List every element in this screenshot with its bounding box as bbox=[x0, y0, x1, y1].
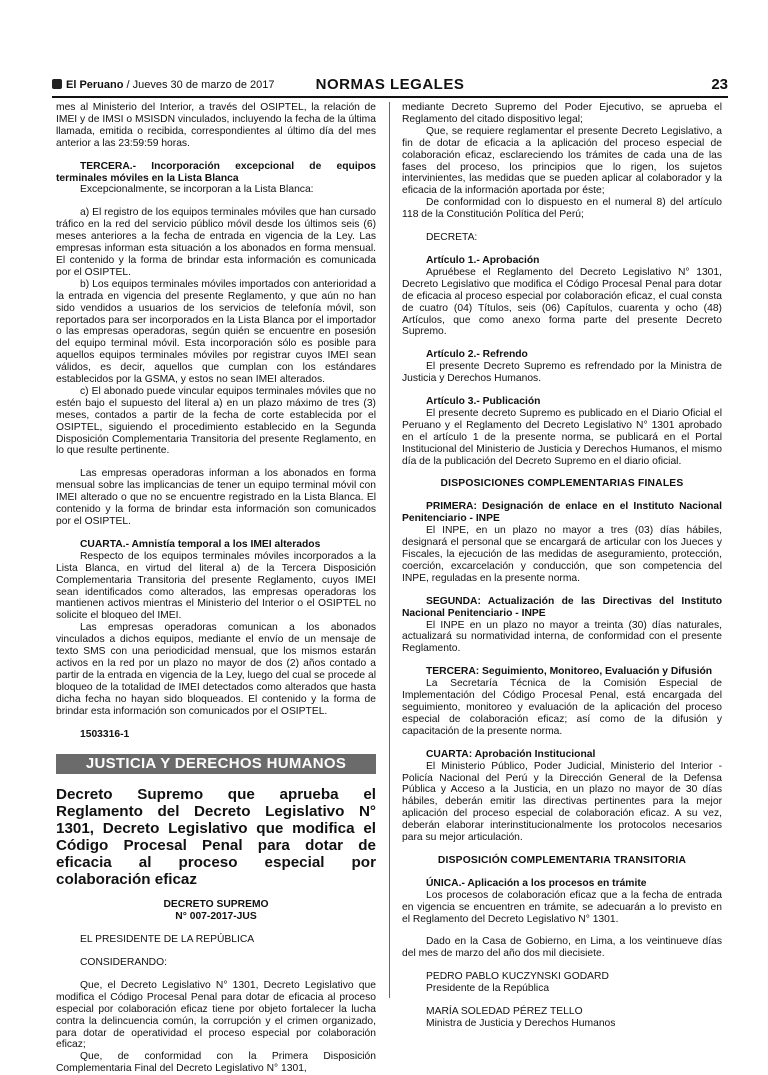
provision-heading: ÚNICA.- Aplicación a los procesos en trámite bbox=[426, 877, 647, 889]
list-item: a) El registro de los equipos terminales móviles que han cursado tráfico en la red del servicio público móvil desde los últimos seis (6) meses anteriores a la fecha de entrada en vigencia de la Ley. Las empresas informan esta situación a los abonados en forma mensual. El contenido y la forma de brindar esta información es comunicada por el OSIPTEL. bbox=[56, 207, 376, 278]
right-column bbox=[402, 102, 722, 1030]
paragraph: mes al Ministerio del Interior, a través del OSIPTEL, la relación de IMEI y de IMSI o MSISDN vinculados, incluyendo la fecha de la última llamada, emitida o recibida, correspondientes al último día del mes anterior a las 23:59:59 horas. bbox=[56, 102, 376, 149]
paragraph: El INPE en un plazo no mayor a treinta (30) días naturales, actualizará su normatividad interna, de conformidad con el presente Reglamento. bbox=[402, 619, 722, 655]
signatory-title: Ministra de Justicia y Derechos Humanos bbox=[426, 1018, 616, 1029]
paragraph: CONSIDERANDO: bbox=[80, 957, 167, 969]
article-heading: Artículo 1.- Aprobación bbox=[426, 254, 540, 266]
paragraph: El Ministerio Público, Poder Judicial, Ministerio del Interior - Policía Nacional del Perú y la Dirección General de la Defensa Pública y Acceso a la Justicia, en un plazo no mayor de 30 días hábiles, deberán emitir las directivas pertinentes para la mejor aplicación del proceso especial de colaboración eficaz. A su vez, deberán elaborar interinstitucionalmente los protocolos necesarios para su mejor articulación. bbox=[402, 760, 722, 844]
signatory-name: PEDRO PABLO KUCZYNSKI GODARD bbox=[426, 971, 609, 983]
provision-heading: CUARTA: Aprobación Institucional bbox=[426, 748, 596, 760]
paragraph: DECRETA: bbox=[426, 232, 478, 244]
list-item: c) El abonado puede vincular equipos terminales móviles que no estén bajo el supuesto del literal a) en un plazo máximo de tres (3) meses, contados a partir de la fecha de corte establecida por el OSIPTEL, siguiendo el procedimiento establecido en la Segunda Disposición Complementaria Transitoria del presente Reglamento, en lo que resulte pertinente. bbox=[56, 385, 376, 457]
decree-title: Decreto Supremo que aprueba el Reglamento del Decreto Legislativo N° 1301, Decreto Legislativo que modifica el Código Procesal Penal para dotar de eficacia al proceso especial por colaboración eficaz bbox=[56, 786, 376, 889]
provision-heading: SEGUNDA: Actualización de las Directivas del Instituto Nacional Penitenciario - INPE bbox=[402, 595, 722, 619]
paragraph: El INPE, en un plazo no mayor a tres (03) días hábiles, designará el personal que se encargará de articular con los Jueces y Fiscales, la ejecución de las medidas de aseguramiento, protección, coerción, excarcelación y conducción, que son competencia del INPE, reguladas en la presente norma. bbox=[402, 525, 722, 584]
issue-date: / Jueves 30 de marzo de 2017 bbox=[126, 79, 275, 91]
paragraph: Que, de conformidad con la Primera Disposición Complementaria Final del Decreto Legislativo N° 1301, bbox=[56, 1051, 376, 1075]
brand-name: El Peruano bbox=[66, 79, 124, 91]
paragraph: Dado en la Casa de Gobierno, en Lima, a los veintinueve días del mes de marzo del año dos mil diecisiete. bbox=[402, 936, 722, 960]
decree-label: DECRETO SUPREMO bbox=[163, 899, 269, 911]
paragraph: Las empresas operadoras comunican a los abonados vinculados a dichos equipos, mediante el envío de un mensaje de texto SMS con una periodicidad mensual, que los mismos estarán activos en la red por un plazo no mayor de dos (2) años contado a partir de la entrada en vigencia de la Ley, luego del cual se procede al bloqueo de la totalidad de IMEI detectados como alterados que hasta dicha fecha no hayan sido bloqueados. El contenido y la forma de brindar esta información son comunicados por el OSIPTEL. bbox=[56, 622, 376, 717]
article-heading: Artículo 2.- Refrendo bbox=[426, 349, 528, 361]
section-banner: JUSTICIA Y DERECHOS HUMANOS bbox=[56, 754, 376, 774]
section-heading: DISPOSICIONES COMPLEMENTARIAS FINALES bbox=[440, 478, 684, 490]
header-rule bbox=[52, 96, 728, 98]
paragraph: De conformidad con lo dispuesto en el numeral 8) del artículo 118 de la Constitución Política del Perú; bbox=[402, 197, 722, 221]
left-column bbox=[56, 102, 376, 1075]
provision-heading: PRIMERA: Designación de enlace en el Instituto Nacional Penitenciario - INPE bbox=[402, 501, 722, 525]
article-heading: Artículo 3.- Publicación bbox=[426, 396, 541, 408]
section-heading: DISPOSICIÓN COMPLEMENTARIA TRANSITORIA bbox=[437, 854, 687, 866]
paragraph: Respecto de los equipos terminales móviles incorporados a la Lista Blanca, en virtud del literal a) de la Tercera Disposición Complementaria Transitoria del presente Reglamento, cuyos IMEI sean identificados como alterados, las empresas operadoras los mantienen activos mientras el Ministerio del Interior o el OSIPTEL no solicite el bloqueo del IMEI. bbox=[56, 550, 376, 622]
paragraph: Excepcionalmente, se incorporan a la Lista Blanca: bbox=[80, 184, 314, 196]
column-divider bbox=[389, 102, 390, 998]
page-number: 23 bbox=[711, 76, 728, 93]
publication-code: 1503316-1 bbox=[80, 728, 130, 740]
paragraph: Las empresas operadoras informan a los abonados en forma mensual sobre las implicancias de tener un equipo terminal móvil con IMEI alterado o que no se encuentre registrado en la Lista Blanca. El contenido y la forma de brindar esta información son comunicados por el OSIPTEL. bbox=[56, 468, 376, 527]
signatory-name: MARÍA SOLEDAD PÉREZ TELLO bbox=[426, 1006, 583, 1018]
provision-heading: TERCERA: Seguimiento, Monitoreo, Evaluación y Difusión bbox=[426, 666, 713, 678]
page-header bbox=[52, 76, 728, 98]
paragraph: Que, el Decreto Legislativo N° 1301, Decreto Legislativo que modifica el Código Procesal Penal para dotar de eficacia al proceso especial por colaboración eficaz tiene por objeto fortalecer la lucha contra la delincuencia común, la corrupción y el crimen organizado, para dotar de operatividad el proceso especial por colaboración eficaz; bbox=[56, 979, 376, 1051]
section-title: NORMAS LEGALES bbox=[315, 76, 465, 93]
paragraph: EL PRESIDENTE DE LA REPÚBLICA bbox=[80, 934, 255, 946]
paragraph: mediante Decreto Supremo del Poder Ejecutivo, se aprueba el Reglamento del citado dispositivo legal; bbox=[402, 102, 722, 125]
paragraph: Que, se requiere reglamentar el presente Decreto Legislativo, a fin de dotar de eficacia a la aplicación del proceso especial de colaboración eficaz, esclareciendo los trámites de cada una de las fases del proceso, los principios que lo rigen, los sujetos intervinientes, las medidas que se pueden aplicar al colaborador y la eficacia de la información aportada por éste; bbox=[402, 125, 722, 197]
decree-number: N° 007-2017-JUS bbox=[175, 911, 257, 923]
provision-heading: TERCERA.- Incorporación excepcional de equipos terminales móviles en la Lista Blanca bbox=[56, 160, 376, 184]
paragraph: El presente Decreto Supremo es refrendado por la Ministra de Justicia y Derechos Humanos. bbox=[402, 361, 722, 385]
paragraph: La Secretaría Técnica de la Comisión Especial de Implementación del Código Procesal Penal, está encargada del seguimiento, monitoreo y evaluación de la aplicación del proceso especial de colaboración eficaz; así como de la difusión y capacitación de la presente norma. bbox=[402, 678, 722, 737]
paragraph: Apruébese el Reglamento del Decreto Legislativo N° 1301, Decreto Legislativo que modifica el Código Procesal Penal para dotar de eficacia al proceso especial por colaboración eficaz, el cual consta de cuatro (04) Títulos, seis (06) Capítulos, cuarenta y ocho (48) Artículos, que como anexo forma parte del presente Decreto Supremo. bbox=[402, 266, 722, 338]
signatory-title: Presidente de la República bbox=[426, 983, 550, 995]
paragraph: El presente decreto Supremo es publicado en el Diario Oficial el Peruano y el Reglamento del Decreto Legislativo N° 1301 aprobado en el artículo 1 de la presente norma, se publicará en el Portal Institucional del Ministerio de Justicia y Derechos Humanos, el mismo día de la publicación del Decreto Supremo en el diario oficial. bbox=[402, 407, 722, 467]
list-item: b) Los equipos terminales móviles importados con anterioridad a la entrada en vigencia del presente Reglamento, y que aún no han sido vendidos a usuarios de los servicios de telefonía móvil, son reportados para ser incorporados en la Lista Blanca por el importador o las empresas operadoras, según quién se encuentre en posesión del equipo terminal móvil. Esta incorporación sólo es posible para aquellos equipos terminales móviles por registrar cuyos IMEI sean válidos, es decir, aquellos que cumplan con los estándares establecidos por la GSMA, y estos no sean IMEI alterados. bbox=[56, 278, 376, 386]
provision-heading: CUARTA.- Amnistía temporal a los IMEI alterados bbox=[80, 538, 321, 550]
paragraph: Los procesos de colaboración eficaz que a la fecha de entrada en vigencia se encuentren en trámite, se adecuarán a lo previsto en el Reglamento del Decreto Legislativo N° 1301. bbox=[402, 889, 722, 925]
